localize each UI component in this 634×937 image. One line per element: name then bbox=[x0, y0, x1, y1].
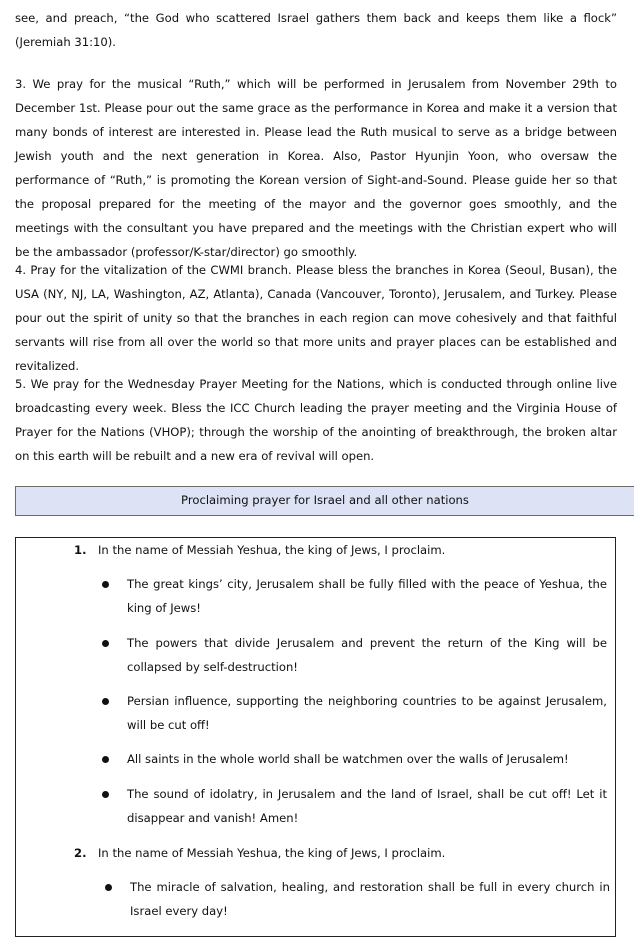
declaration-number: 1. bbox=[74, 543, 87, 557]
list-item: All saints in the whole world shall be watchmen over the walls of Jerusalem! bbox=[127, 747, 607, 771]
list-item: The great kings’ city, Jerusalem shall be fully filled with the peace of Yeshua, the king of Jews! bbox=[127, 572, 607, 620]
declaration-number: 2. bbox=[74, 846, 87, 860]
bullet-icon bbox=[102, 698, 109, 705]
bullet-icon bbox=[102, 756, 109, 763]
paragraph-prayer-3: 3. We pray for the musical “Ruth,” which will be performed in Jerusalem from November 29th to December 1st. Please pour out the same grace as the performance in Korea and make it a version that many bonds of interest are interested in. Please lead the Ruth musical to serve as a bridge between Jewish youth and the next generation in Korea. Also, Pastor Hyunjin Yoon, who oversaw the performance of “Ruth,” is promoting the Korean version of Sight-and-Sound. Please guide her so that the proposal prepared for the meeting of the mayor and the governor goes smoothly, and the meetings with the consultant you have prepared and the meetings with the Christian expert who will be the ambassador (professor/K-star/director) go smoothly. bbox=[15, 77, 617, 259]
list-item: The miracle of salvation, healing, and restoration shall be full in every church in Israel every day! bbox=[130, 875, 610, 923]
declaration-2 bbox=[74, 841, 445, 865]
paragraph-prayer-4: 4. Pray for the vitalization of the CWMI branch. Please bless the branches in Korea (Seoul, Busan), the USA (NY, NJ, LA, Washington, AZ, Atlanta), Canada (Vancouver, Toronto), Jerusalem, and Turkey. Please pour out the spirit of unity so that the branches in each region can move cohesively and that faithful servants will rise from all over the world so that more units and prayer places can be established and revitalized. bbox=[15, 263, 617, 373]
bullet-icon bbox=[105, 884, 112, 891]
declaration-text: In the name of Messiah Yeshua, the king of Jews, I proclaim. bbox=[98, 543, 446, 557]
declarations-box bbox=[15, 537, 616, 937]
bullet-icon bbox=[102, 791, 109, 798]
paragraph-continued: see, and preach, “the God who scattered Israel gathers them back and keeps them like a flock” (Jeremiah 31:10). bbox=[15, 11, 617, 49]
list-item: Persian influence, supporting the neighboring countries to be against Jerusalem, will be cut off! bbox=[127, 689, 607, 737]
paragraph-prayer-5: 5. We pray for the Wednesday Prayer Meeting for the Nations, which is conducted through online live broadcasting every week. Bless the ICC Church leading the prayer meeting and the Virginia House of Prayer for the Nations (VHOP); through the worship of the anointing of breakthrough, the broken altar on this earth will be rebuilt and a new era of revival will open. bbox=[15, 377, 617, 463]
list-item: The sound of idolatry, in Jerusalem and the land of Israel, shall be cut off! Let it disappear and vanish! Amen! bbox=[127, 782, 607, 830]
section-title: Proclaiming prayer for Israel and all other nations bbox=[181, 493, 469, 507]
list-item: The powers that divide Jerusalem and prevent the return of the King will be collapsed by self-destruction! bbox=[127, 631, 607, 679]
bullet-icon bbox=[102, 581, 109, 588]
declaration-1 bbox=[74, 538, 445, 562]
bullet-icon bbox=[102, 640, 109, 647]
section-title-box bbox=[15, 486, 634, 516]
declaration-text: In the name of Messiah Yeshua, the king of Jews, I proclaim. bbox=[98, 846, 446, 860]
